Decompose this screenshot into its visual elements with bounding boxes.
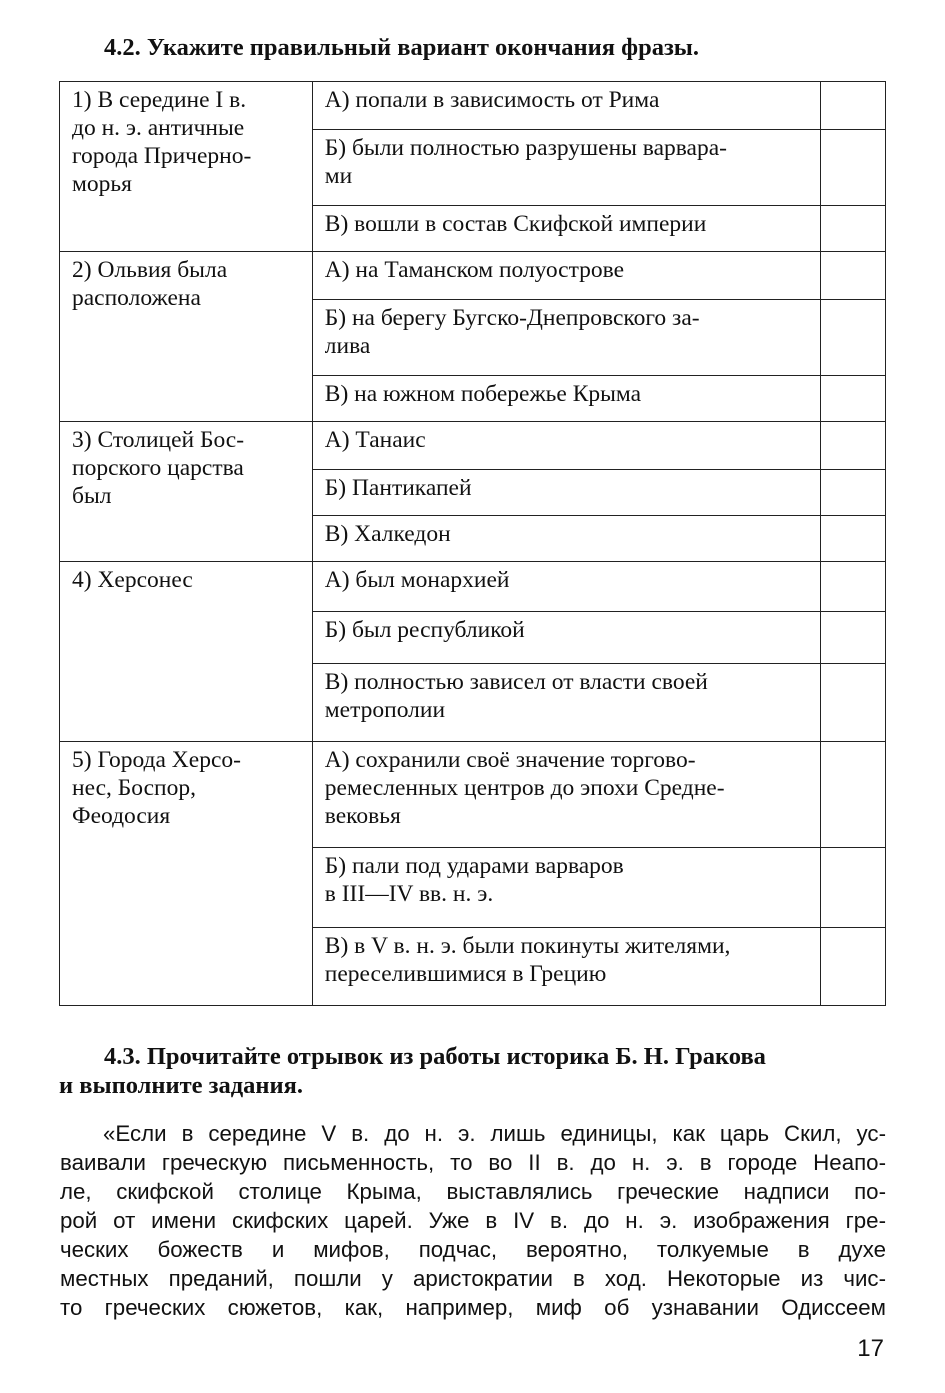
answer-option-cell — [312, 82, 820, 130]
question-2-stem-cell — [60, 252, 313, 422]
answer-option-cell — [312, 562, 820, 612]
answer-option-cell — [312, 848, 820, 928]
answer-option-text: В) вошли в состав Скифской империи — [324, 211, 707, 237]
answer-option-cell — [312, 130, 820, 206]
passage-line: местных преданий, пошли у аристократии в ход. Некоторые из чис- — [60, 1266, 886, 1291]
answer-mark-cell[interactable] — [821, 562, 886, 612]
question-stem: 2) Ольвия была расположена — [72, 257, 228, 311]
passage-line: ле, скифской столице Крыма, выставлялись греческие надписи по- — [60, 1179, 886, 1204]
answer-mark-cell[interactable] — [821, 422, 886, 470]
answer-option-text: Б) были полностью разрушены варвара- ми — [324, 135, 727, 189]
answer-mark-cell[interactable] — [821, 206, 886, 252]
question-stem: 3) Столицей Бос- порского царства был — [72, 427, 245, 509]
answer-mark-cell[interactable] — [821, 928, 886, 1006]
answer-option-text: А) сохранили своё значение торгово- ремесленных центров до эпохи Средне- вековья — [324, 747, 725, 829]
answer-mark-cell[interactable] — [821, 516, 886, 562]
page-number: 17 — [857, 1335, 884, 1362]
answer-option-text: В) в V в. н. э. были покинуты жителями, переселившимися в Грецию — [324, 933, 731, 987]
question-stem: 1) В середине I в. до н. э. античные города Причерно- морья — [72, 87, 252, 197]
question-stem: 4) Херсонес — [72, 567, 193, 593]
answer-option-text: Б) на берегу Бугско-Днепровского за- лива — [324, 305, 700, 359]
historian-passage — [60, 1119, 886, 1322]
question-5-stem-cell — [60, 742, 313, 1006]
answer-option-text: А) попали в зависимость от Рима — [324, 87, 660, 113]
answer-option-text: В) Халкедон — [324, 521, 451, 547]
question-3-option-row — [60, 422, 886, 470]
question-4-option-row — [60, 562, 886, 612]
question-3-stem-cell — [60, 422, 313, 562]
passage-line: то греческих сюжетов, как, например, миф об узнавании Одиссеем — [60, 1295, 886, 1320]
task-4-3-heading-line1: 4.3. Прочитайте отрывок из работы историка Б. Н. Гракова — [104, 1043, 766, 1070]
question-2-option-row — [60, 252, 886, 300]
answer-mark-cell[interactable] — [821, 82, 886, 130]
passage-line: ческих божеств и мифов, подчас, вероятно, толкуемые в духе — [60, 1237, 886, 1262]
question-4-stem-cell — [60, 562, 313, 742]
passage-line: рой от имени скифских царей. Уже в IV в. до н. э. изображения гре- — [60, 1208, 886, 1233]
answer-option-cell — [312, 612, 820, 664]
answer-option-text: Б) Пантикапей — [324, 475, 472, 501]
question-5-option-row — [60, 742, 886, 848]
answer-option-text: Б) был республикой — [324, 617, 525, 643]
task-4-3-heading — [59, 1042, 894, 1100]
answer-mark-cell[interactable] — [821, 300, 886, 376]
answer-mark-cell[interactable] — [821, 848, 886, 928]
question-1-stem-cell — [60, 82, 313, 252]
answer-option-text: Б) пали под ударами варваров в III—IV вв. н. э. — [324, 853, 624, 907]
task-4-3-heading-line2: и выполните задания. — [59, 1072, 304, 1099]
answer-option-cell — [312, 300, 820, 376]
question-stem: 5) Города Херсо- нес, Боспор, Феодосия — [72, 747, 241, 829]
answer-mark-cell[interactable] — [821, 664, 886, 742]
task-4-2-table — [59, 81, 886, 1006]
answer-option-cell — [312, 742, 820, 848]
answer-option-text: А) был монархией — [324, 567, 510, 593]
answer-option-text: В) полностью зависел от власти своей метрополии — [324, 669, 708, 723]
answer-mark-cell[interactable] — [821, 612, 886, 664]
answer-option-cell — [312, 206, 820, 252]
passage-line: ваивали греческую письменность, то во II в. до н. э. в городе Неапо- — [60, 1150, 886, 1175]
answer-mark-cell[interactable] — [821, 130, 886, 206]
answer-option-cell — [312, 664, 820, 742]
answer-option-cell — [312, 928, 820, 1006]
answer-mark-cell[interactable] — [821, 470, 886, 516]
answer-option-cell — [312, 376, 820, 422]
answer-option-cell — [312, 422, 820, 470]
answer-mark-cell[interactable] — [821, 252, 886, 300]
answer-mark-cell[interactable] — [821, 376, 886, 422]
answer-option-cell — [312, 252, 820, 300]
task-4-2-heading: 4.2. Укажите правильный вариант окончания фразы. — [104, 34, 700, 61]
answer-option-text: А) Танаис — [324, 427, 426, 453]
passage-line: «Если в середине V в. до н. э. лишь единицы, как царь Скил, ус- — [103, 1121, 886, 1146]
question-1-option-row — [60, 82, 886, 130]
answer-option-text: В) на южном побережье Крыма — [324, 381, 642, 407]
answer-mark-cell[interactable] — [821, 742, 886, 848]
answer-option-text: А) на Таманском полуострове — [324, 257, 625, 283]
answer-option-cell — [312, 516, 820, 562]
answer-option-cell — [312, 470, 820, 516]
